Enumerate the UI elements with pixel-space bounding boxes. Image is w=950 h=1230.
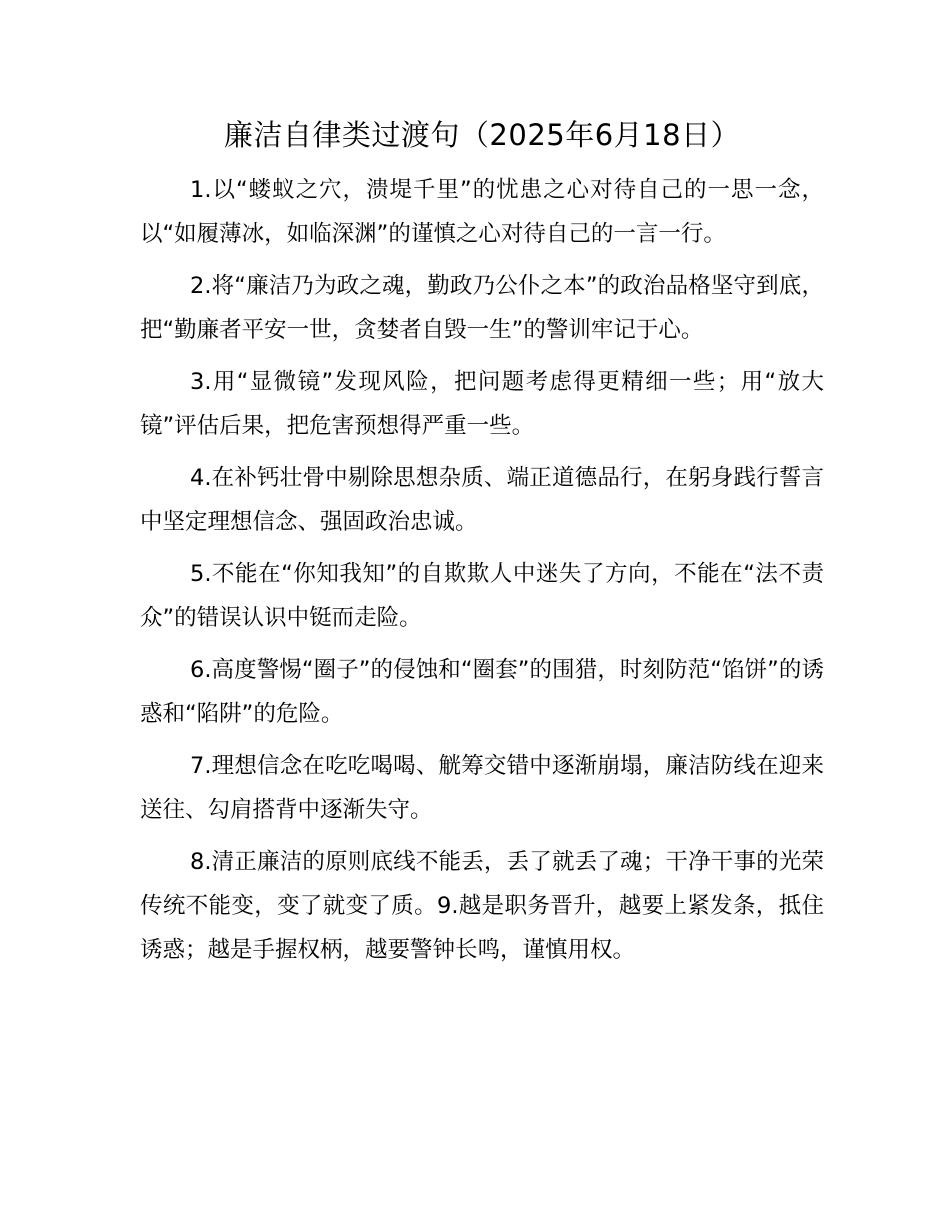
paragraph-2: 2.将“廉洁乃为政之魂，勤政乃公仆之本”的政治品格坚守到底，把“勤廉者平安一世，贪婪者自毁一生”的警训牢记于心。 <box>140 273 824 343</box>
paragraph-3: 3.用“显微镜”发现风险，把问题考虑得更精细一些；用“放大镜”评估后果，把危害预想得严重一些。 <box>140 369 824 439</box>
paragraph-7: 7.理想信念在吃吃喝喝、觥筹交错中逐渐崩塌，廉洁防线在迎来送往、勾肩搭背中逐渐失守。 <box>140 753 824 823</box>
paragraph-4: 4.在补钙壮骨中剔除思想杂质、端正道德品行，在躬身践行誓言中坚定理想信念、强固政治忠诚。 <box>140 465 824 535</box>
document-title: 廉洁自律类过渡句（2025年6月18日） <box>223 118 741 152</box>
paragraph-8: 8.清正廉洁的原则底线不能丢，丢了就丢了魂；干净干事的光荣传统不能变，变了就变了质。9.越是职务晋升，越要上紧发条，抵住诱惑；越是手握权柄，越要警钟长鸣，谨慎用权。 <box>140 849 824 963</box>
paragraph-1: 1.以“蝼蚁之穴，溃堤千里”的忧患之心对待自己的一思一念，以“如履薄冰，如临深渊”的谨慎之心对待自己的一言一行。 <box>140 177 824 247</box>
paragraph-6: 6.高度警惕“圈子”的侵蚀和“圈套”的围猎，时刻防范“馅饼”的诱惑和“陷阱”的危险。 <box>140 657 824 727</box>
document-page <box>140 110 824 980</box>
paragraph-5: 5.不能在“你知我知”的自欺欺人中迷失了方向，不能在“法不责众”的错误认识中铤而走险。 <box>140 561 824 631</box>
